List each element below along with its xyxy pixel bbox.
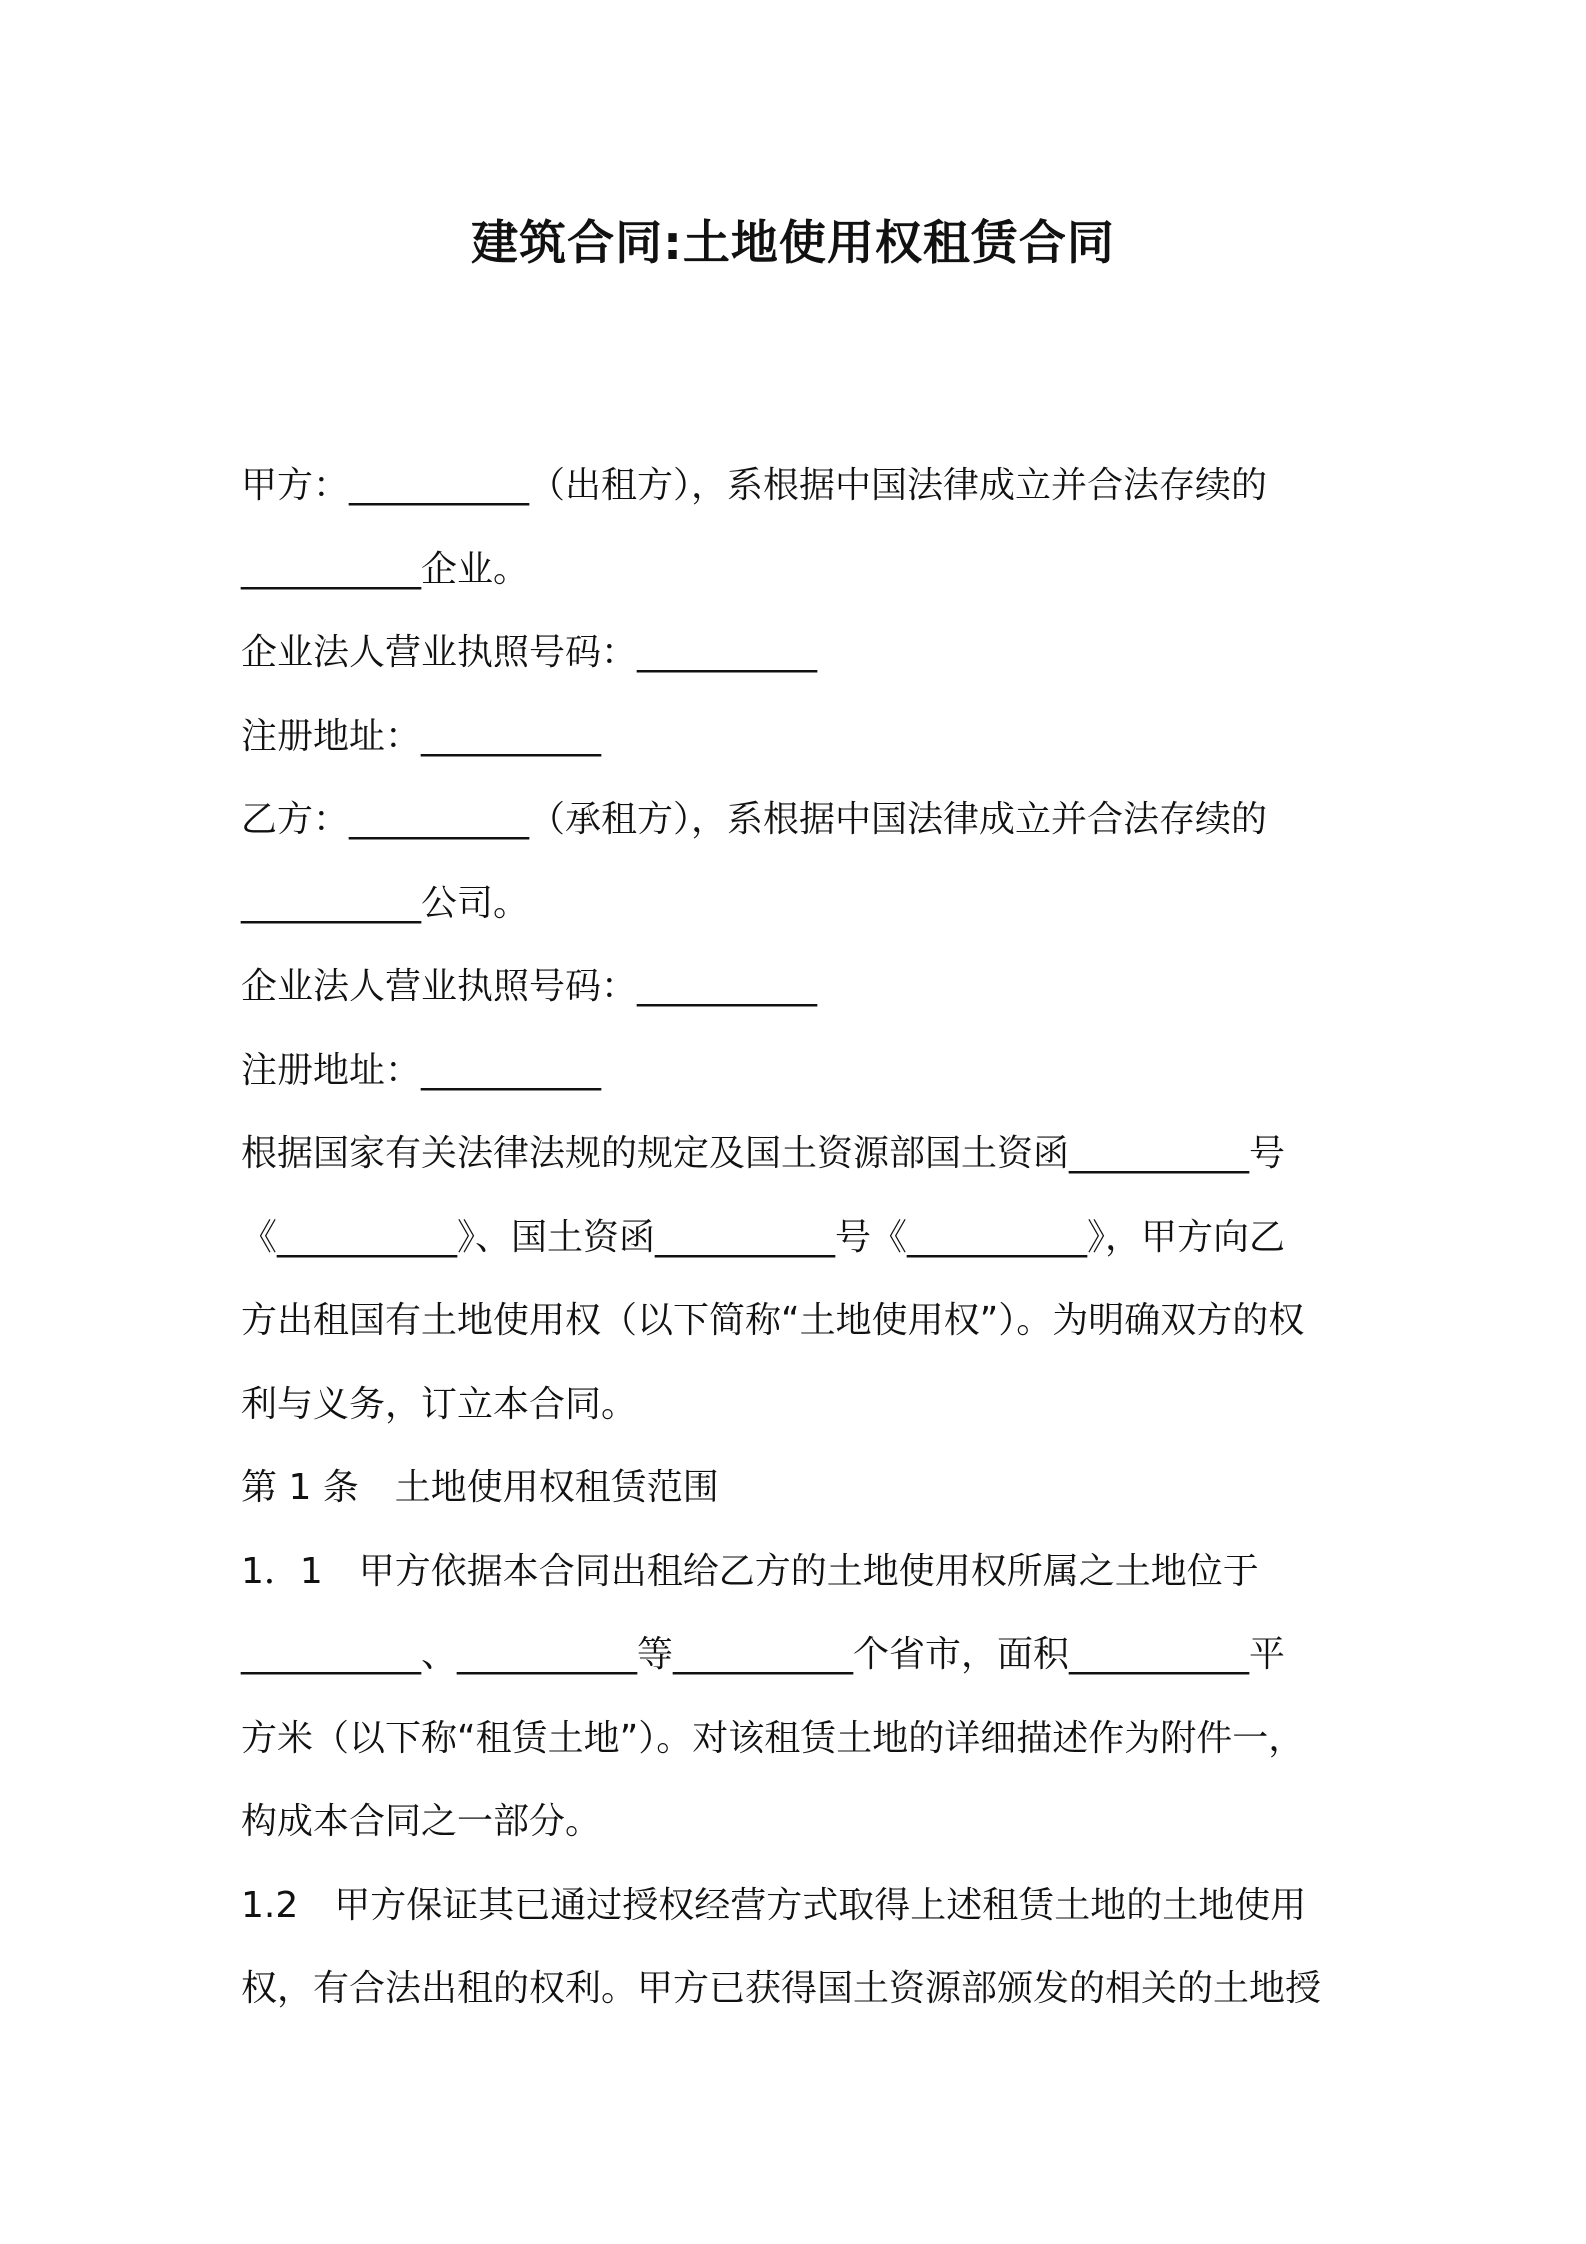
party-a-enterprise-line: __________企业。 <box>241 548 530 590</box>
preamble-line-4: 利与义务，订立本合同。 <box>241 1383 638 1425</box>
party-b-license-line: 企业法人营业执照号码：__________ <box>241 966 818 1007</box>
party-b-address-line: 注册地址：__________ <box>241 1049 602 1091</box>
preamble-line-2: 《__________》、国土资函__________号《__________》，甲方向乙 <box>241 1216 1286 1258</box>
clause-1-1-line-3: 方米（以下称“租赁土地”）。对该租赁土地的详细描述作为附件一， <box>241 1717 1305 1759</box>
clause-1-1-line-2: __________、__________等__________个省市，面积__________平 <box>241 1634 1286 1675</box>
article-1-heading: 第 1 条 土地使用权租赁范围 <box>241 1467 719 1508</box>
party-a-address-line: 注册地址：__________ <box>241 715 602 757</box>
party-a-line: 甲方：__________（出租方），系根据中国法律成立并合法存续的 <box>241 465 1268 506</box>
party-a-license-line: 企业法人营业执照号码：__________ <box>241 632 818 673</box>
document-title: 建筑合同:土地使用权租赁合同 <box>471 216 1115 271</box>
preamble-line-3: 方出租国有土地使用权（以下简称“土地使用权”）。为明确双方的权 <box>241 1300 1305 1341</box>
clause-1-2-line-2: 权，有合法出租的权利。甲方已获得国土资源部颁发的相关的土地授 <box>241 1968 1322 2009</box>
party-b-company-line: __________公司。 <box>241 882 530 924</box>
clause-1-1-line-4: 构成本合同之一部分。 <box>241 1801 602 1842</box>
preamble-line-1: 根据国家有关法律法规的规定及国土资源部国土资函__________号 <box>241 1133 1286 1174</box>
contract-body <box>241 444 1361 2031</box>
party-b-line: 乙方：__________（承租方），系根据中国法律成立并合法存续的 <box>241 799 1268 840</box>
clause-1-2-line-1: 1.2 甲方保证其已通过授权经营方式取得上述租赁土地的土地使用 <box>241 1884 1307 1926</box>
clause-1-1-line-1: 1．1 甲方依据本合同出租给乙方的土地使用权所属之土地位于 <box>241 1550 1259 1592</box>
